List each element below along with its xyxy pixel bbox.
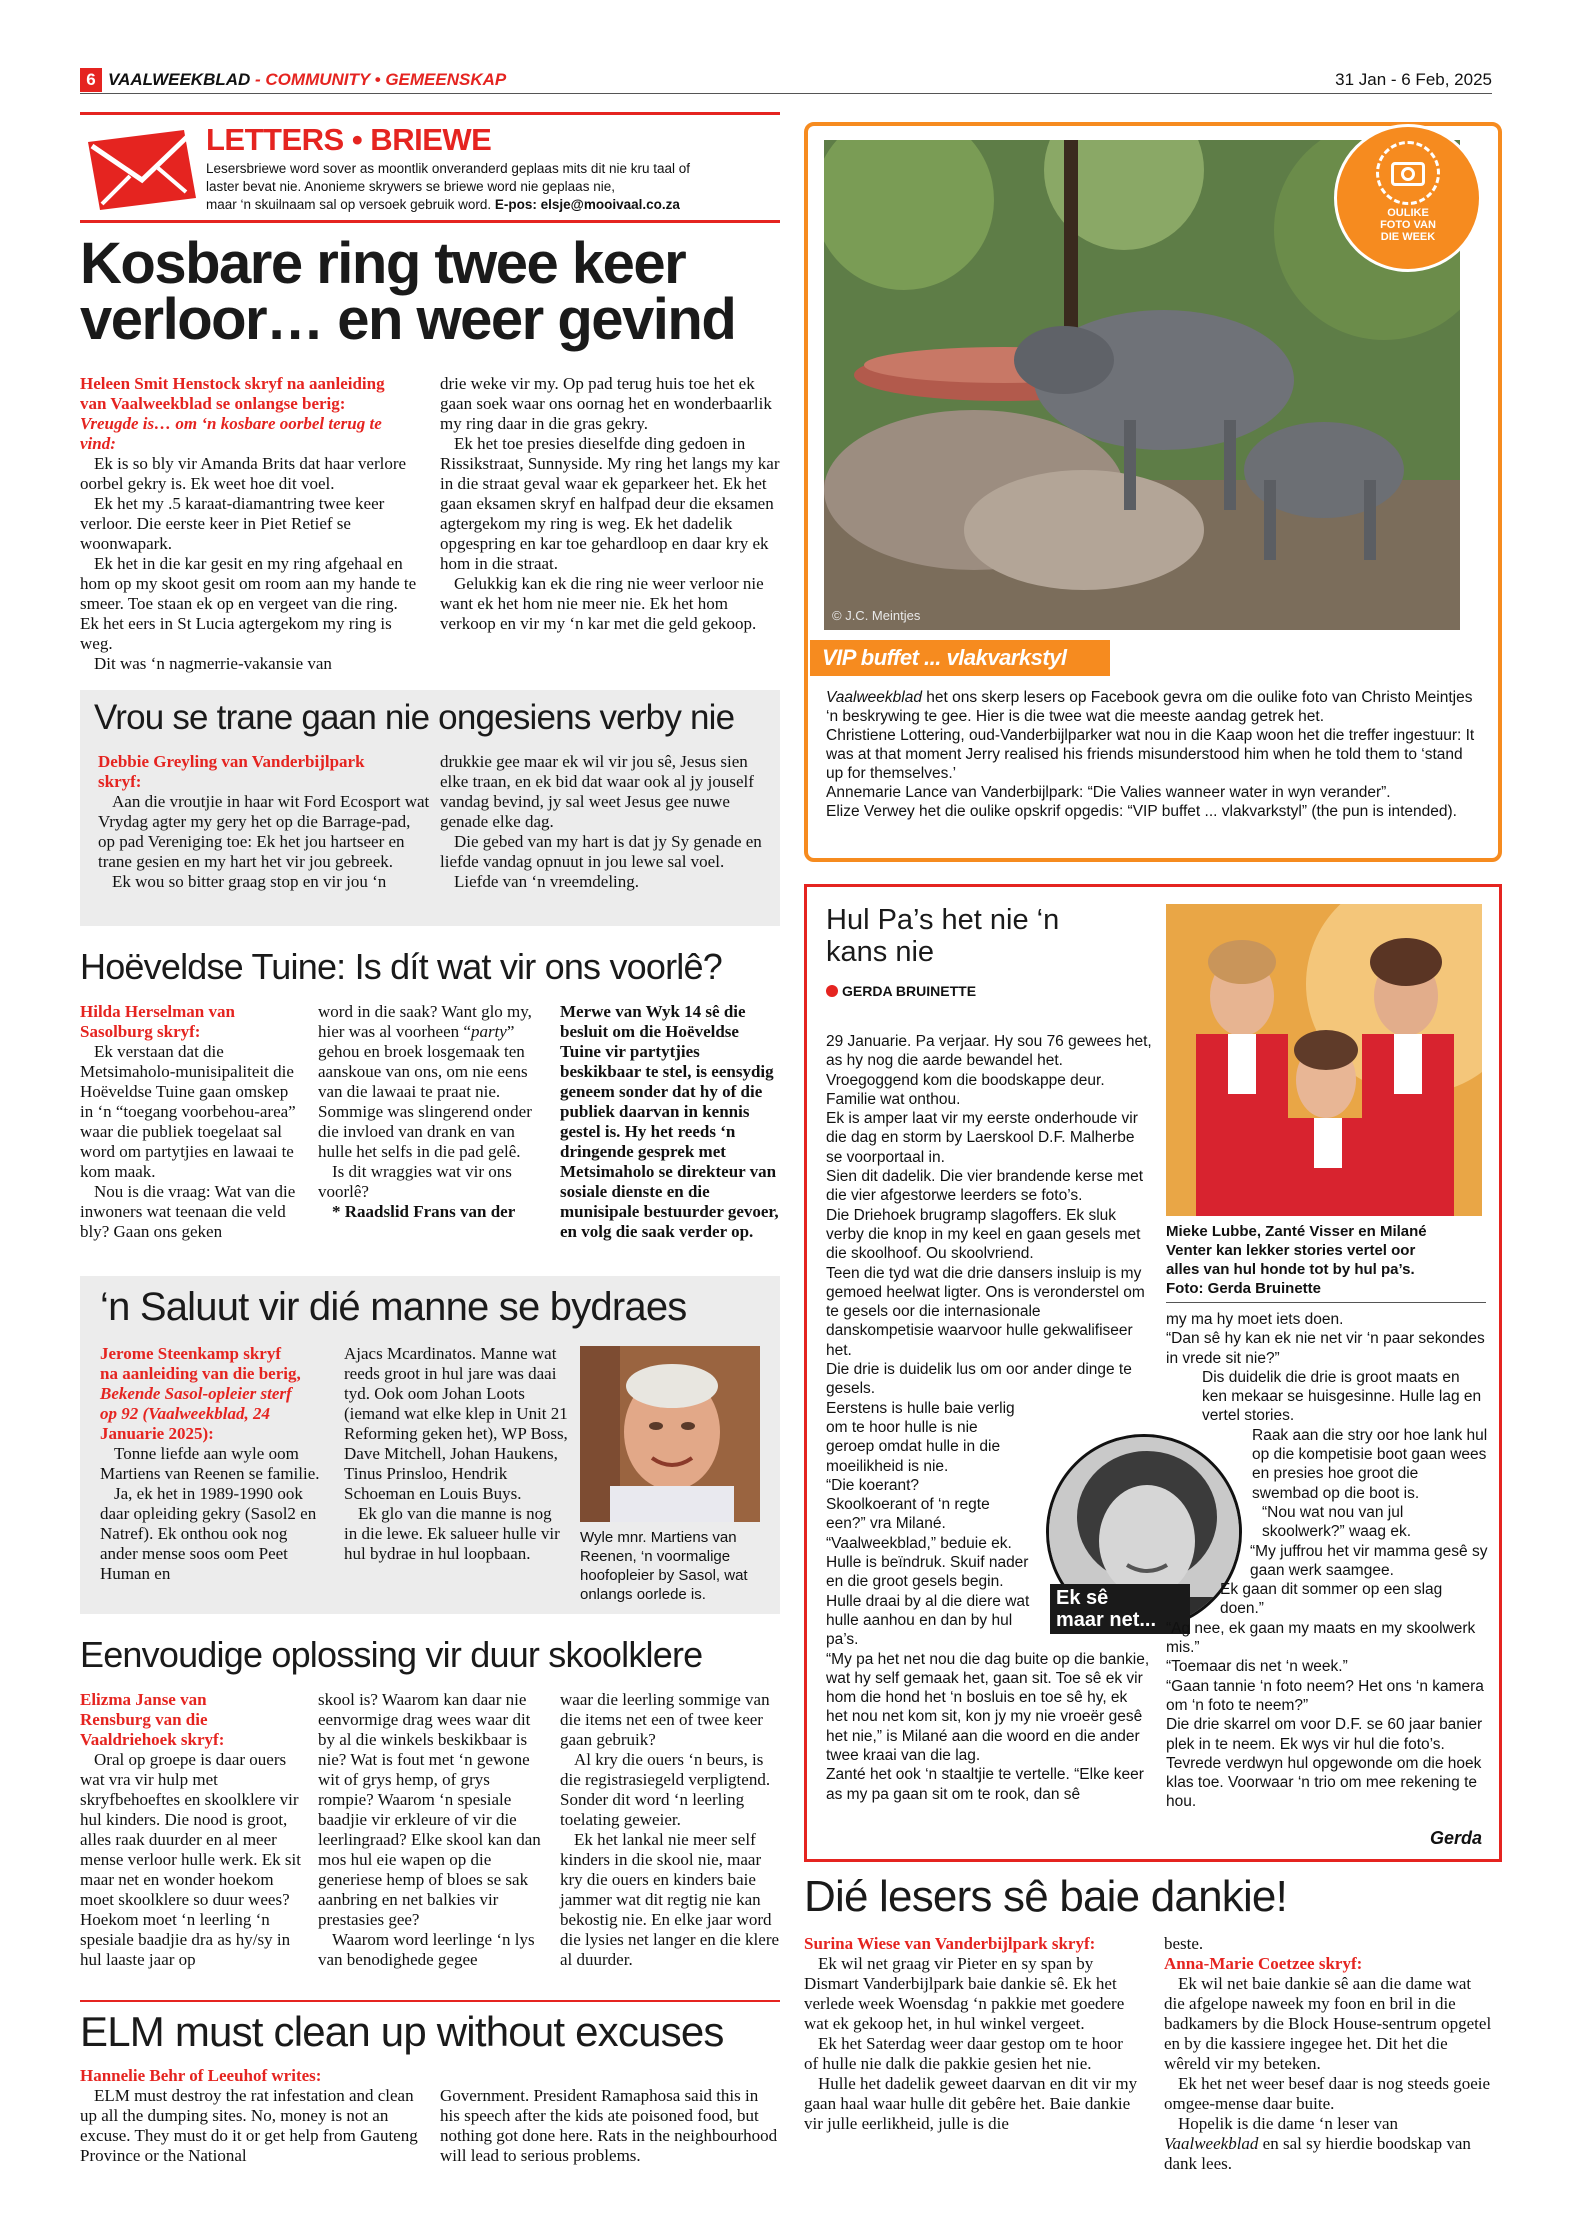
elm-column-2: Government. President Ramaphosa said this in his speech after the kids ate poisoned food, but nothing got done here. Rats in the neighbourhood will lead to serious problems. — [440, 2086, 778, 2165]
tuine-column-3: Merwe van Wyk 14 sê die besluit om die Hoëveldse Tuine vir partytjies beskikbaar te stel, is eensydig geneem sonder dat hy of die publiek daarvan in kennis gestel is. Hy het reeds ‘n dringende gesprek met Metsimaholo se direkteur van sosiale dienste en die munisipale bestuurder gevoer, en volg die saak verder op. — [560, 1002, 779, 1241]
section-name: - COMMUNITY • GEMEENSKAP — [250, 70, 507, 89]
masthead — [108, 68, 506, 92]
skoolklere-column-2: skool is? Waarom kan daar nie eenvormige drag wees waar dit by al die winkels beskikbaar is nie? Wat is fout met ‘n gewone wit of grys hemp, of grys rompie? Waarom ‘n spesiale baadjie vir erkleure of vir die leerlingraad? Elke skool kan dan mos hul eie wapen op die generiese hemp of bloes se sak aanbring en net balkies vir prestasies gee? Waarom word leerlinge ‘n lys van benodighede gegee — [318, 1690, 541, 1969]
letters-policy: Lesersbriewe word sover as moontlik onveranderd geplaas mits dit nie kru taal of laster bevat nie. Anonieme skrywers se briewe word nie geplaas nie, maar ‘n skuilnaam sal op versoek gebruik word. E-pos: elsje@mooivaal.co.za — [206, 161, 690, 212]
saluut-headline: ‘n Saluut vir dié manne se bydraes — [100, 1285, 687, 1329]
caption-rule — [1166, 1302, 1486, 1303]
letters-bottom-rule — [80, 220, 780, 223]
photo-of-week-badge: OULIKE FOTO VAN DIE WEEK — [1334, 124, 1482, 272]
paper-name: VAALWEEKBLAD — [108, 70, 251, 89]
tuine-column-2: word in die saak? Want glo my, hier was al voorheen “party” gehou en broek losgemaak ten aanskoue van ons, om nie eens van die lawaai te praat nie. Sommige was slingerend onder die invloed van drank en van hulle het selfs in die pad gelê. Is dit wraggies wat vir ons voorlê? * Raadslid Frans van der — [318, 1002, 532, 1221]
camera-icon — [1376, 141, 1440, 205]
issue-date: 31 Jan - 6 Feb, 2025 — [1335, 70, 1492, 89]
author-dot-icon — [826, 985, 838, 997]
letters-title: LETTERS • BRIEWE — [206, 122, 492, 157]
columnist-signature: Gerda — [1430, 1828, 1483, 1848]
pa-column-1: 29 Januarie. Pa verjaar. Hy sou 76 gewees het, as hy nog die aarde bewandel het. Vroegoggend kom die boodskappe deur. Familie wat onthou. Ek is amper laat vir my eerste onderhoude vir die dag en storm by Laerskool D.F. Malherbe se voorportaal in. Sien dit dadelik. Die vier brandende kerse met die vier afgestorwe leerders se foto’s. Die Driehoek brugramp slagoffers. Ek sluk verby die knop in my keel en gaan gesels met die skoolhoof. Ou skoolvriend. Teen die tyd wat die drie dansers insluip is my gemoed heelwat ligter. Ons is veronderstel om te gesels oor die internasionale danskompetisie waarvoor hulle gekwalifiseer het. Die drie is duidelik lus om oor ander dinge te gesels. Eerstens is hulle baie verlig om te hoor hulle is nie geroep omdat hulle in die moeilikheid is nie. “Die koerant? Skoolkoerant of ‘n regte een?” vra Milané. “Vaalweekblad,” beduie ek. Hulle is beïndruk. Skuif nader en die groot gesels begin. Hulle draai by al die diere wat hulle aanhou en dan by hul pa’s. “My pa het net nou die dag buite op die bankie, wat hy self gemaak het, gaan sit. Toe sê ek vir hom die hond het ‘n bosluis en toe sê hy, ek het nou net kom sit, kon jy my nie vroeër gesê het nie,” is Milané aan die woord en die ander twee kraai van die lag. Zanté het ook ‘n staaltjie te vertelle. “Elke keer as my pa gaan sit om te rook, dan sê — [826, 1033, 1152, 1803]
pa-headline: Hul Pa’s het nie ‘n kans nie — [826, 904, 1060, 968]
ek-se-label: Ek sê maar net... — [1050, 1584, 1190, 1634]
girls-photo — [1166, 904, 1482, 1216]
envelope-icon — [84, 128, 200, 214]
elm-top-rule — [80, 2000, 780, 2002]
girls-caption: Mieke Lubbe, Zanté Visser en Milané Venter kan lekker stories vertel oor alles van hul honde tot by hul pa’s. Foto: Gerda Bruinette — [1166, 1223, 1427, 1297]
martiens-caption: Wyle mnr. Martiens van Reenen, ‘n voormalige hoofopleier by Sasol, wat onlangs oorlede is. — [580, 1529, 748, 1603]
trane-headline: Vrou se trane gaan nie ongesiens verby nie — [94, 698, 735, 737]
letters-email[interactable]: E-pos: elsje@mooivaal.co.za — [494, 197, 680, 212]
saluut-column-1: Jerome Steenkamp skryf na aanleiding van die berig, Bekende Sasol-opleier sterf op 92 (Vaalweekblad, 24 Januarie 2025): Tonne liefde aan wyle oom Martiens van Reenen se familie. Ja, ek het in 1989-1990 ook daar opleiding gekry (Sasol2 en Natref). Ek onthou ook nog ander mense soos oom Peet Human en — [100, 1344, 320, 1583]
martiens-portrait — [580, 1346, 760, 1522]
skoolklere-headline: Eenvoudige oplossing vir duur skoolklere — [80, 1634, 703, 1675]
dankie-column-2: beste. Anna-Marie Coetzee skryf: Ek wil net baie dankie sê aan die dame wat die afgelope naweek my foon en bril in die badkamers by die Block House-sentrum opgetel en by die kassiere ingegee het. Dit het die wêreld vir my beteken. Ek het net weer besef daar is nog steeds goeie omgee-mense daar buite. Hopelik is die dame ‘n leser van Vaalweekblad en sal sy hierdie boodskap van dank lees. — [1164, 1934, 1492, 2173]
photo-caption-banner: VIP buffet ... vlakvarkstyl — [810, 640, 1110, 676]
ring-column-2: drie weke vir my. Op pad terug huis toe het ek gaan soek waar ons oornag het en wonderbaarlik my ring daar in die gras gekry. Ek het toe presies dieselfde ding gedoen in Rissikstraat, Sunnyside. My ring het langs my kar in die straat geval waar ek geparkeer het. Ek het gaan eksamen skryf en halfpad deur die eksamen agtergekom my ring is weg. Ek het dadelik opgespring en kar toe gehardloop en daar kry ek hom in die straat. Gelukkig kan ek die ring nie weer verloor nie want ek het hom nie meer nie. Ek het hom verkoop en vir my ‘n kar met die geld gekoop. — [440, 374, 780, 633]
pa-column-2: my ma hy moet iets doen. “Dan sê hy kan ek nie net vir ‘n paar sekondes in vrede sit nie?” Dis duidelik die drie is groot maats en ken mekaar se huisgesinne. Hulle lag en vertel stories. Raak aan die stry oor hoe lank hul op die kompetisie boot gaan wees en presies hoe groot die swembad op die boot is. “Nou wat nou van jul skoolwerk?” waag ek. “My juffrou het vir mamma gesê sy gaan werk saamgee. Ek gaan dit sommer op een slag doen.” “Ag nee, ek gaan my maats en my skoolwerk mis.” “Toemaar dis net ‘n week.” “Gaan tannie ‘n foto neem? Het ons ‘n kamera om ‘n foto te neem?” Die drie skarrel om voor D.F. se 60 jaar banier plek in te neem. Ek wys vir hul die foto’s. Tevrede verdwyn hul opgewonde om die hoek klas toe. Voorwaar ‘n trio om mee rekening te hou. — [1166, 1311, 1488, 1811]
pa-author: GERDA BRUINETTE — [826, 982, 976, 1000]
letters-top-rule — [80, 112, 780, 115]
skoolklere-column-3: waar die leerling sommige van die items net een of twee keer gaan gebruik? Al kry die ouers ‘n beurs, is die registrasiegeld verpligtend. Sonder dit word ‘n leerling toelating geweier. Ek het lankal nie meer self kinders in die skool nie, maar kry die ouers en kinders baie jammer wat dit regtig nie kan bekostig nie. En elke jaar word die lysies net langer en die klere al duurder. — [560, 1690, 780, 1969]
ring-headline: Kosbare ring twee keer verloor… en weer gevind — [80, 231, 736, 352]
tuine-headline: Hoëveldse Tuine: Is dít wat vir ons voorlê? — [80, 946, 722, 987]
dankie-headline: Dié lesers sê baie dankie! — [804, 1872, 1288, 1921]
saluut-column-2: Ajacs Mcardinatos. Manne wat reeds groot in hul jare was daai tyd. Ook oom Johan Loots (iemand wat elke klep in Unit 21 Reforming geken het), WP Boss, Dave Mitchell, Johan Haukens, Tinus Prinsloo, Hendrik Schoeman en Louis Buys. Ek glo van die manne is nog in die lewe. Ek salueer hulle vir hul bydrae in hul loopbaan. — [344, 1344, 568, 1563]
page-number-badge: 6 — [80, 68, 102, 92]
tuine-column-1: Hilda Herselman van Sasolburg skryf: Ek verstaan dat die Metsimaholo-munisipaliteit die Hoëveldse Tuine gaan omskep in ‘n “toegang voorbehou-area” waar die publiek toegelaat sal word om partytjies en lawaai te kom maak. Nou is die vraag: Wat van die inwoners wat teenaan die veld bly? Gaan ons geken — [80, 1002, 296, 1241]
elm-column-1: Hannelie Behr of Leeuhof writes: ELM must destroy the rat infestation and clean up all the dumping sites. No, money is not an excuse. They must do it or get help from Gauteng Province or the National — [80, 2066, 418, 2165]
masthead-rule — [80, 93, 1492, 94]
elm-headline: ELM must clean up without excuses — [80, 2008, 724, 2055]
photo-credit: © J.C. Meintjes — [832, 608, 921, 623]
skoolklere-column-1: Elizma Janse van Rensburg van die Vaaldriehoek skryf: Oral op groepe is daar ouers wat vra vir hulp met skryfbehoeftes en skoolklere vir hul kinders. Die nood is groot, alles raak duurder en al meer mense verloor hulle werk. Ek sit maar net en wonder hoekom moet skoolklere so duur wees? Hoekom moet ‘n leerling ‘n spesiale baadjie dra as hy/sy in hul laaste jaar op — [80, 1690, 301, 1969]
dankie-column-1: Surina Wiese van Vanderbijlpark skryf: Ek wil net graag vir Pieter en sy span by Dismart Vanderbijlpark baie dankie sê. Ek het verlede week Woensdag ‘n pakkie met goedere wat ek gekoop het, in hul winkel vergeet. Ek het Saterdag weer daar gestop om te hoor of hulle nie dalk die pakkie gesien het nie. Hulle het dadelik geweet daarvan en dit vir my gaan haal waar hulle dit gebêre het. Baie dankie vir julle eerlikheid, julle is die — [804, 1934, 1138, 2133]
trane-column-2: drukkie gee maar ek wil vir jou sê, Jesus sien elke traan, en ek bid dat waar ook al jy jouself vandag bevind, jy sal weet Jesus gee nuwe genade elke dag. Die gebed van my hart is dat jy Sy genade en liefde vandag opnuut in jou lewe sal voel. Liefde van ‘n vreemdeling. — [440, 752, 762, 891]
ring-column-1: Heleen Smit Henstock skryf na aanleiding van Vaalweekblad se onlangse berig: Vreugde is… om ‘n kosbare oorbel terug te vind: Ek is so bly vir Amanda Brits dat haar verlore oorbel gekry is. Ek weet hoe dit voel. Ek het my .5 karaat-diamantring twee keer verloor. Die eerste keer in Piet Retief se woonwapark. Ek het in die kar gesit en my ring afgehaal en hom op my skoot gesit om room aan my hande te smeer. Toe staan ek op en vergeet van die ring. Ek het eers in St Lucia agtergekom my ring is weg. Dit was ‘n nagmerrie-vakansie van — [80, 374, 417, 673]
photo-caption-text: Vaalweekblad het ons skerp lesers op Facebook gevra om die oulike foto van Christo Meintjes ‘n beskrywing te gee. Hier is die twee wat die meeste aandag getrek het. Christiene Lottering, oud-Vanderbijlparker wat nou in die Kaap woon het die treffer ingestuur: It was at that moment Jerry realised his friends misunderstood him when he told them to ‘stand up for themselves.’ Annemarie Lance van Vanderbijlpark: “Die Valies wanneer water in wyn verander”. Elize Verwey het die oulike opskrif opgedis: “VIP buffet ... vlakvarkstyl” (the pun is intended). — [826, 689, 1475, 820]
trane-column-1: Debbie Greyling van Vanderbijlpark skryf: Aan die vroutjie in haar wit Ford Ecosport wat Vrydag agter my gery het op die Barrage-pad, op pad Vereniging toe: Ek het jou hartseer en trane gesien en my hart het vir jou gebreek. Ek wou so bitter graag stop en vir jou ‘n — [98, 752, 430, 891]
